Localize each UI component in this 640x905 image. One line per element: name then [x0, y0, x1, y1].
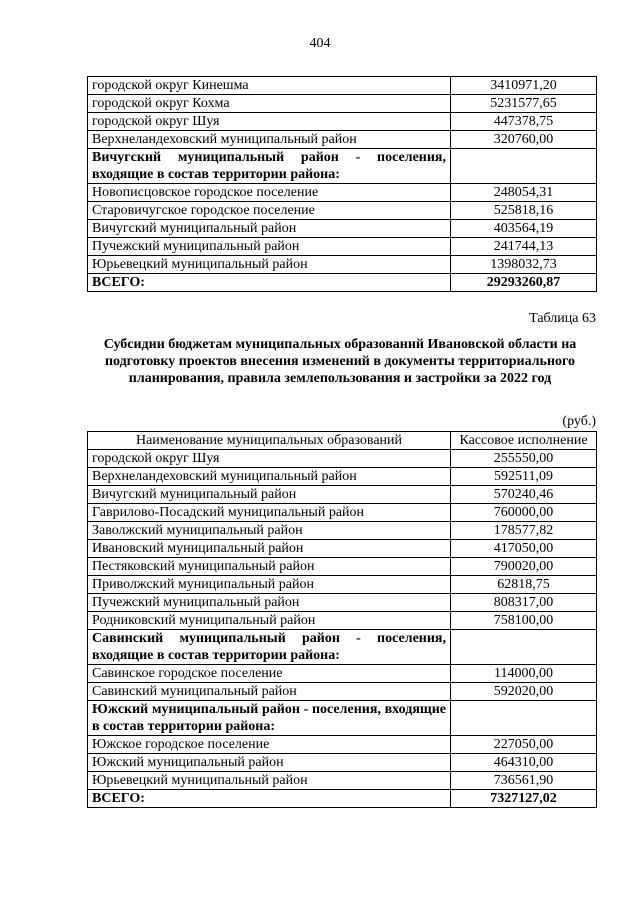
page-number: 404: [309, 36, 331, 51]
row-name: Верхнеландеховский муниципальный район: [88, 131, 451, 149]
table-row: [88, 256, 597, 274]
table-row: [88, 184, 597, 202]
table-row: [88, 736, 597, 754]
row-name: Вичугский муниципальный район: [88, 486, 451, 504]
row-value: 570240,46: [451, 486, 597, 504]
row-name: Савинский муниципальный район: [88, 683, 451, 701]
row-value: 808317,00: [451, 594, 597, 612]
row-name: Вичугский муниципальный район: [88, 220, 451, 238]
row-value: 760000,00: [451, 504, 597, 522]
row-value: 62818,75: [451, 576, 597, 594]
table-body: [88, 450, 597, 808]
table-row: [88, 594, 597, 612]
table-row: [88, 220, 597, 238]
row-value: 790020,00: [451, 558, 597, 576]
row-name: Верхнеландеховский муниципальный район: [88, 468, 451, 486]
row-value: 758100,00: [451, 612, 597, 630]
row-value: 403564,19: [451, 220, 597, 238]
table-subsidies-continued: [87, 76, 597, 292]
row-name: Новописцовское городское поселение: [88, 184, 451, 202]
table-row: [88, 238, 597, 256]
table-row: [88, 630, 597, 665]
table-row: [88, 450, 597, 468]
total-value: 7327127,02: [451, 790, 597, 808]
row-name: Южский муниципальный район: [88, 754, 451, 772]
total-row: [88, 274, 597, 292]
total-value: 29293260,87: [451, 274, 597, 292]
table-row: [88, 149, 597, 184]
row-name: Родниковский муниципальный район: [88, 612, 451, 630]
table-row: [88, 772, 597, 790]
table-body: [88, 77, 597, 292]
row-value: 114000,00: [451, 665, 597, 683]
row-value: 447378,75: [451, 113, 597, 131]
row-name: Южское городское поселение: [88, 736, 451, 754]
row-value: 255550,00: [451, 450, 597, 468]
row-name: Савинское городское поселение: [88, 665, 451, 683]
header-value: Кассовое исполнение: [451, 432, 597, 450]
table-row: [88, 558, 597, 576]
table-subsidies-planning: [87, 431, 597, 808]
unit-label: (руб.): [562, 414, 596, 429]
row-name: Гаврилово-Посадский муниципальный район: [88, 504, 451, 522]
row-name: городской округ Кохма: [88, 95, 451, 113]
row-value: 241744,13: [451, 238, 597, 256]
table-row: [88, 131, 597, 149]
row-name: Старовичугское городское поселение: [88, 202, 451, 220]
table-row: [88, 754, 597, 772]
row-value: 736561,90: [451, 772, 597, 790]
table-row: [88, 522, 597, 540]
table-row: [88, 486, 597, 504]
table-row: [88, 468, 597, 486]
row-name: городской округ Шуя: [88, 113, 451, 131]
row-value: [451, 630, 597, 665]
total-label: ВСЕГО:: [88, 274, 451, 292]
table-row: [88, 701, 597, 736]
row-name: Пучежский муниципальный район: [88, 238, 451, 256]
table-row: [88, 113, 597, 131]
table-row: [88, 202, 597, 220]
table-row: [88, 77, 597, 95]
row-name: Пестяковский муниципальный район: [88, 558, 451, 576]
table-row: [88, 683, 597, 701]
row-value: 1398032,73: [451, 256, 597, 274]
table-row: [88, 540, 597, 558]
row-value: 417050,00: [451, 540, 597, 558]
row-value: [451, 701, 597, 736]
row-name: Приволжский муниципальный район: [88, 576, 451, 594]
table-row: [88, 612, 597, 630]
total-row: [88, 790, 597, 808]
row-name: городской округ Кинешма: [88, 77, 451, 95]
table-row: [88, 95, 597, 113]
row-name: Заволжский муниципальный район: [88, 522, 451, 540]
table-row: [88, 665, 597, 683]
row-name: Ивановский муниципальный район: [88, 540, 451, 558]
table-title: Субсидии бюджетам муниципальных образований Ивановской области на подготовку проектов внесения изменений в документы территориального планирования, правила землепользования и застройки за 2022 год: [103, 337, 577, 386]
row-value: [451, 149, 597, 184]
row-name: Пучежский муниципальный район: [88, 594, 451, 612]
table-header-row: [88, 432, 597, 450]
row-value: 248054,31: [451, 184, 597, 202]
row-value: 464310,00: [451, 754, 597, 772]
row-value: 5231577,65: [451, 95, 597, 113]
row-value: 178577,82: [451, 522, 597, 540]
row-value: 592511,09: [451, 468, 597, 486]
table-row: [88, 576, 597, 594]
row-name: Вичугский муниципальный район - поселения, входящие в состав территории района:: [88, 149, 451, 184]
row-value: 592020,00: [451, 683, 597, 701]
row-value: 227050,00: [451, 736, 597, 754]
row-value: 525818,16: [451, 202, 597, 220]
row-name: городской округ Шуя: [88, 450, 451, 468]
row-name: Южский муниципальный район - поселения, входящие в состав территории района:: [88, 701, 451, 736]
total-label: ВСЕГО:: [88, 790, 451, 808]
table-number-label: Таблица 63: [529, 311, 596, 326]
table-row: [88, 504, 597, 522]
row-value: 320760,00: [451, 131, 597, 149]
header-name: Наименование муниципальных образований: [88, 432, 451, 450]
row-name: Юрьевецкий муниципальный район: [88, 772, 451, 790]
row-name: Савинский муниципальный район - поселения, входящие в состав территории района:: [88, 630, 451, 665]
row-value: 3410971,20: [451, 77, 597, 95]
row-name: Юрьевецкий муниципальный район: [88, 256, 451, 274]
